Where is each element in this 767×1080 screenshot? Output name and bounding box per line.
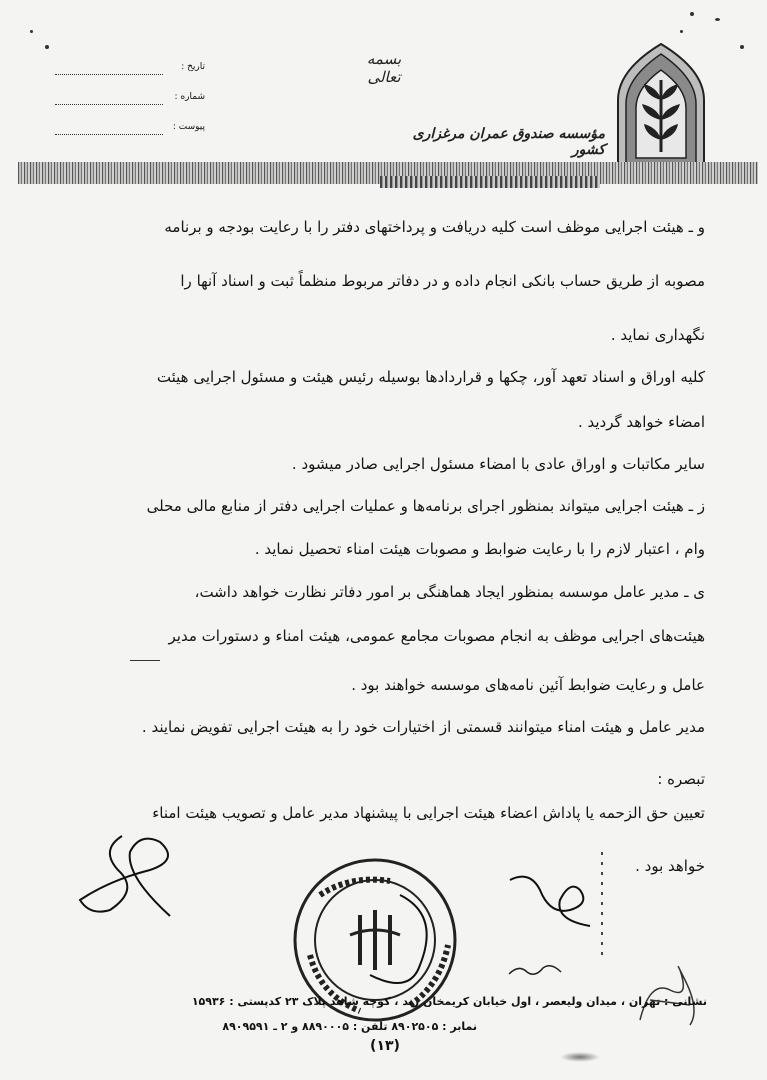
signature-left (70, 830, 190, 920)
scan-speck (45, 45, 49, 49)
scan-speck (690, 12, 694, 16)
date-label: تاریخ : (181, 62, 205, 72)
body-line: عامل و رعایت ضوابط آئین نامه‌های موسسه خواهند بود . (351, 676, 705, 694)
scan-speck (30, 30, 33, 33)
scan-speck (680, 30, 683, 33)
body-line: امضاء خواهد گردید . (577, 413, 705, 431)
bismillah: بسمه تعالی (366, 50, 402, 86)
number-line (55, 104, 163, 105)
scan-speck (740, 45, 744, 49)
body-line: نگهداری نماید . (610, 326, 705, 344)
body-line: مصوبه از طریق حساب بانکی انجام داده و در دفاتر مربوط منظماً ثبت و اسناد آنها را (180, 272, 705, 290)
body-line: و ـ هیئت اجرایی موظف است کلیه دریافت و پرداختهای دفتر را با رعایت بودجه و برنامه (164, 218, 705, 236)
body-line: ی ـ مدیر عامل موسسه بمنظور ایجاد هماهنگی بر امور دفاتر نظارت خواهد داشت، (194, 583, 705, 601)
organization-name: مؤسسه صندوق عمران مرغزاری کشور (412, 126, 605, 158)
body-line: سایر مکاتبات و اوراق عادی با امضاء مسئول اجرایی صادر میشود . (291, 455, 705, 473)
attachment-label: پیوست : (172, 122, 205, 132)
page-number: (۱۳) (370, 1038, 400, 1054)
header-band-text (380, 176, 600, 188)
date-field (55, 62, 205, 80)
body-line: کلیه اوراق و اسناد تعهد آور، چکها و قراردادها بوسیله رئیس هیئت و مسئول اجرایی هیئت (156, 368, 705, 386)
margin-dots (595, 850, 609, 960)
number-label: شماره : (174, 92, 205, 102)
body-line: خواهد بود . (635, 857, 705, 875)
signature-middle (500, 860, 600, 930)
scan-smudge (560, 1052, 600, 1062)
body-line: هیئت‌های اجرایی موظف به انجام مصوبات مجامع عمومی، هیئت امناء و دستورات مدیر (168, 627, 705, 645)
body-line: وام ، اعتبار لازم را با رعایت ضوابط و مصوبات هیئت امناء تحصیل نماید . (254, 540, 705, 558)
body-line: مدیر عامل و هیئت امناء میتوانند قسمتی از اختیارات خود را به هیئت اجرایی تفویض نمایند . (141, 718, 705, 736)
body-line: ز ـ هیئت اجرایی میتواند بمنظور اجرای برنامه‌ها و عملیات اجرایی دفتر از منابع مالی محلی (146, 497, 705, 515)
body-line: تعیین حق الزحمه یا پاداش اعضاء هیئت اجرایی با پیشنهاد مدیر عامل و تصویب هیئت امناء (152, 804, 705, 822)
date-line (55, 74, 163, 75)
note-heading: تبصره : (657, 770, 705, 788)
scan-speck (715, 18, 720, 21)
footer-address: نشانی : تهران ، میدان ولیعصر ، اول خیابان کریمخان زند ، کوچه شاهد پلاک ۲۳ کدپستی : ۱۵۹۳۶ (191, 995, 707, 1008)
number-field (55, 92, 205, 110)
footer-phones: نمابر : ۸۹۰۲۵۰۵ تلفن : ۸۸۹۰۰۰۵ و ۲ ـ ۸۹۰۹۵۹۱ (222, 1020, 477, 1033)
small-scribble (505, 960, 565, 980)
attachment-field (55, 122, 205, 140)
organization-emblem-icon (612, 40, 710, 168)
attachment-line (55, 134, 163, 135)
underline-mark (130, 660, 160, 661)
